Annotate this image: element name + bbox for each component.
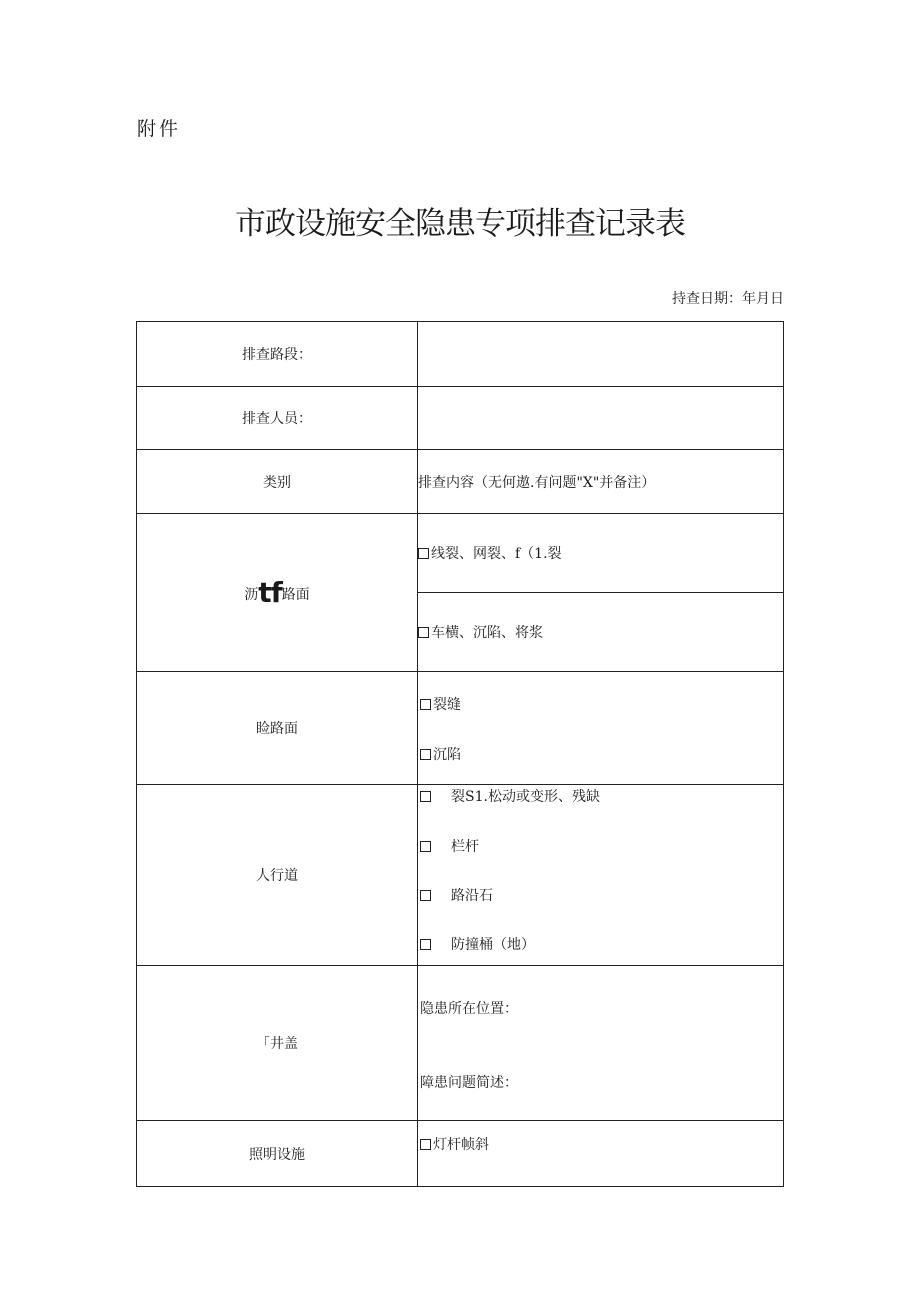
concrete-items-cell	[418, 672, 784, 785]
row-asphalt-1	[137, 514, 784, 593]
page-title: 市政设施安全隐患专项排查记录表	[235, 206, 685, 242]
checkbox[interactable]	[418, 548, 429, 559]
concrete-category: 睑路面	[137, 672, 418, 785]
sidewalk-item-2: 栏杆	[451, 839, 479, 855]
checkbox[interactable]	[420, 749, 431, 760]
checkbox[interactable]	[420, 841, 431, 852]
hazard-description-label: 障患问题简述：	[420, 1075, 518, 1091]
inspector-label: 排查人员：	[137, 387, 418, 450]
road-section-label: 排查路段：	[137, 322, 418, 387]
sidewalk-item-4: 防撞桶（地）	[451, 937, 535, 953]
checkbox[interactable]	[420, 939, 431, 950]
list-item	[420, 885, 493, 905]
sidewalk-category: 人行道	[137, 785, 418, 966]
asphalt-item-2: 车横、沉陷、将浆	[431, 625, 543, 641]
row-inspector	[137, 387, 784, 450]
row-concrete	[137, 672, 784, 785]
asphalt-label-mark: tf	[258, 576, 282, 609]
list-item	[420, 1134, 489, 1154]
list-item	[420, 694, 461, 714]
lighting-items-cell	[418, 1121, 784, 1187]
checkbox[interactable]	[420, 890, 431, 901]
list-item	[420, 836, 479, 856]
list-item	[420, 934, 535, 954]
concrete-item-2: 沉陷	[433, 747, 461, 763]
inspection-date: 持查日期：年月日	[672, 291, 784, 307]
inspection-table	[136, 321, 784, 1187]
category-header: 类别	[137, 450, 418, 514]
lighting-item-1: 灯杆帧斜	[433, 1137, 489, 1153]
list-item	[420, 744, 461, 764]
manhole-details-cell	[418, 966, 784, 1121]
content-header: 排查内容（无何遨.有问题"X"并备注）	[418, 450, 784, 514]
hazard-location-label: 隐患所在位置：	[420, 1001, 518, 1017]
checkbox[interactable]	[420, 1139, 431, 1150]
lighting-category: 照明设施	[137, 1121, 418, 1187]
row-manhole	[137, 966, 784, 1121]
checkbox[interactable]	[420, 699, 431, 710]
asphalt-item-1: 线裂、网裂、f（1.裂	[431, 546, 562, 562]
inspector-field[interactable]	[418, 387, 784, 450]
asphalt-label-suffix: 路面	[281, 587, 310, 603]
road-section-field[interactable]	[418, 322, 784, 387]
concrete-item-1: 裂缝	[433, 697, 461, 713]
checkbox[interactable]	[418, 627, 429, 638]
row-sidewalk	[137, 785, 784, 966]
row-header	[137, 450, 784, 514]
list-item	[420, 786, 600, 806]
sidewalk-item-1: 裂S1.松动或变形、残缺	[451, 789, 600, 805]
checkbox[interactable]	[420, 791, 431, 802]
sidewalk-items-cell	[418, 785, 784, 966]
manhole-category: 「井盖	[137, 966, 418, 1121]
sidewalk-item-3: 路沿石	[451, 888, 493, 904]
attachment-label: 附件	[137, 118, 182, 140]
asphalt-item-cell-2	[418, 593, 784, 672]
asphalt-label-prefix: 沥	[244, 587, 259, 603]
asphalt-category	[137, 514, 418, 672]
asphalt-item-cell-1	[418, 514, 784, 593]
row-road-section	[137, 322, 784, 387]
row-lighting	[137, 1121, 784, 1187]
